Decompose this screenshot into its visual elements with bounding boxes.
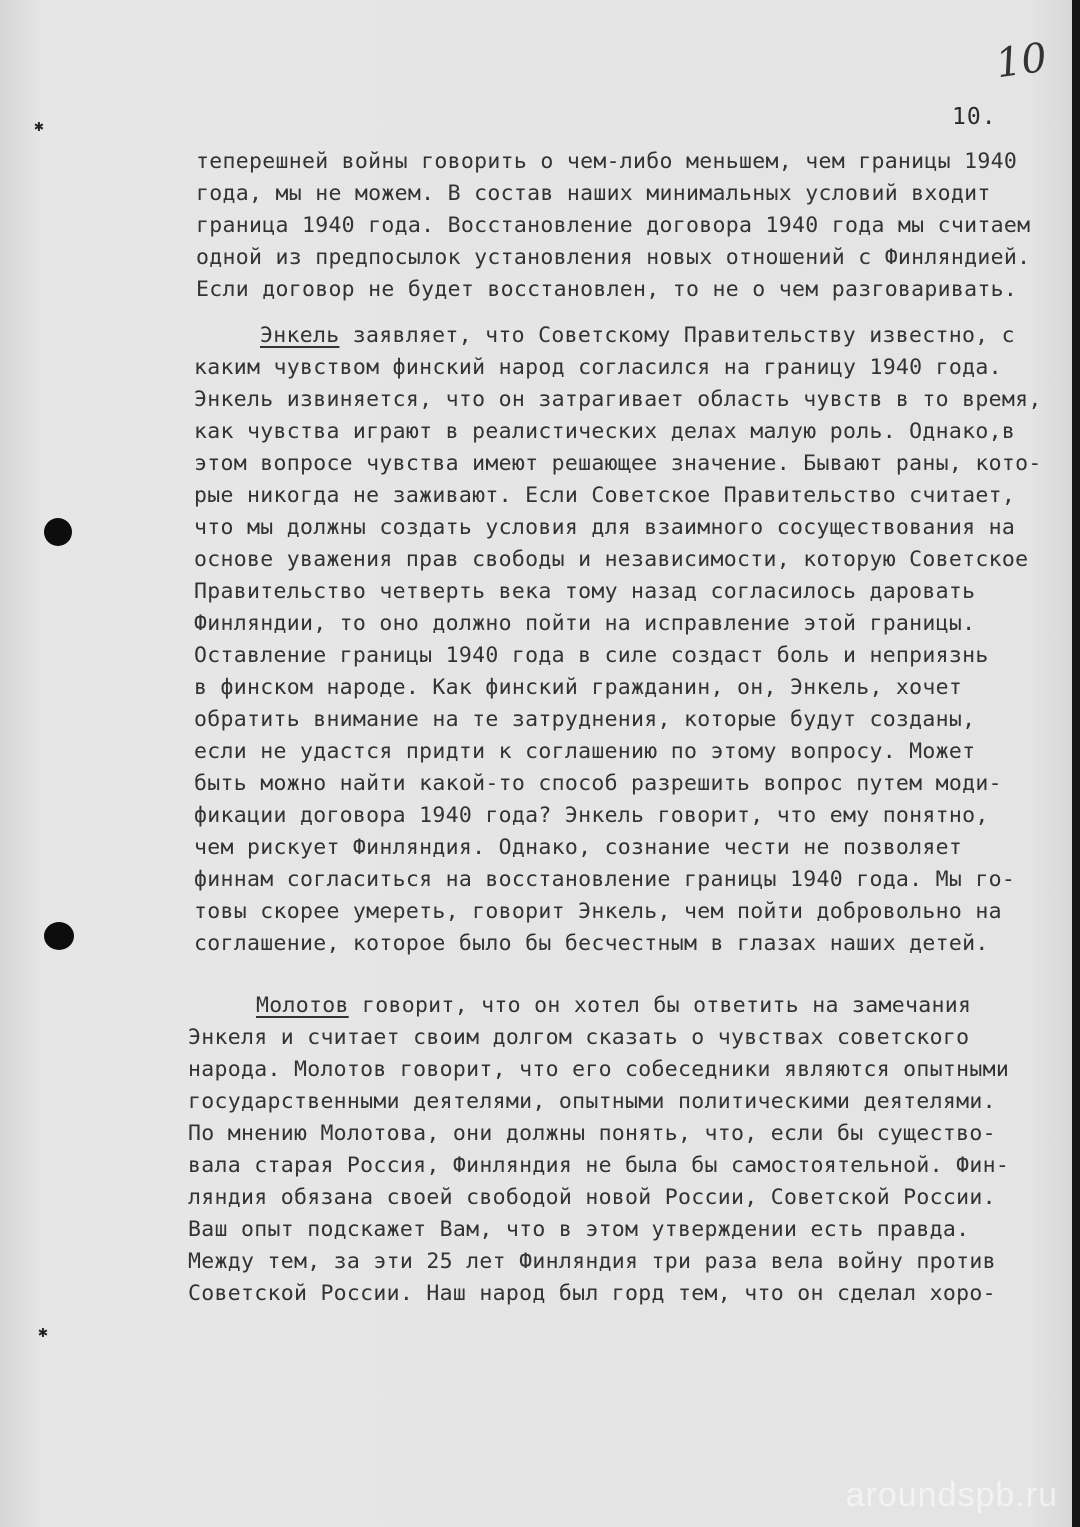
text-line: одной из предпосылок установления новых отношений с Финляндией.: [196, 245, 1031, 270]
text-line: чем рискует Финляндия. Однако, сознание чести не позволяет: [194, 835, 963, 860]
text-line: Между тем, за эти 25 лет Финляндия три раза вела войну против: [188, 1249, 996, 1274]
page-number: 10.: [952, 104, 997, 130]
text-line: этом вопросе чувства имеют решающее значение. Бывают раны, кото-: [194, 451, 1042, 476]
text-line: товы скорее умереть, говорит Энкель, чем пойти добровольно на: [194, 899, 1002, 924]
text-line: вала старая Россия, Финляндия не была бы самостоятельной. Фин-: [188, 1153, 1010, 1178]
text-line: теперешней войны говорить о чем-либо меньшем, чем границы 1940: [196, 149, 1018, 174]
text-line: соглашение, которое было бы бесчестным в глазах наших детей.: [194, 931, 989, 956]
archive-folio-mark: 10: [993, 34, 1050, 88]
text-line: граница 1940 года. Восстановление договора 1940 года мы считаем: [196, 213, 1031, 238]
text-line: если не удастся придти к соглашению по этому вопросу. Может: [194, 739, 976, 764]
speaker-name: Энкель: [260, 323, 340, 348]
punch-hole: [44, 518, 72, 546]
text-line: Финляндии, то оно должно пойти на исправление этой границы.: [194, 611, 976, 636]
text-line: фикации договора 1940 года? Энкель говорит, что ему понятно,: [194, 803, 989, 828]
text-line: Ваш опыт подскажет Вам, что в этом утверждении есть правда.: [188, 1217, 970, 1242]
text-line: каким чувством финский народ согласился на границу 1940 года.: [194, 355, 1002, 380]
watermark: aroundspb.ru: [845, 1476, 1058, 1514]
paragraph-continuation: [196, 146, 1030, 306]
paragraph-molotov: [188, 990, 1009, 1310]
text-line: быть можно найти какой-то способ разрешить вопрос путем моди-: [194, 771, 1002, 796]
text-line: в финском народе. Как финский гражданин, он, Энкель, хочет: [194, 675, 963, 700]
margin-tick-mark: ✱: [38, 1322, 48, 1341]
text-line: Оставление границы 1940 года в силе создаст боль и неприязнь: [194, 643, 989, 668]
text-line: финнам согласиться на восстановление границы 1940 года. Мы го-: [194, 867, 1016, 892]
text-line: Энкель извиняется, что он затрагивает область чувств в то время,: [194, 387, 1042, 412]
text-line: как чувства играют в реалистических делах малую роль. Однако,в: [194, 419, 1016, 444]
speaker-name: Молотов: [256, 993, 349, 1018]
text-line: [194, 320, 1042, 352]
text-fragment: говорит, что он хотел бы ответить на замечания: [348, 993, 972, 1018]
text-line: [188, 990, 1009, 1022]
scan-edge: [1072, 0, 1080, 1527]
text-line: года, мы не можем. В состав наших минимальных условий входит: [196, 181, 991, 206]
text-line: государственными деятелями, опытными политическими деятелями.: [188, 1089, 996, 1114]
text-line: Правительство четверть века тому назад согласилось даровать: [194, 579, 976, 604]
text-line: что мы должны создать условия для взаимного сосуществования на: [194, 515, 1016, 540]
punch-hole: [44, 922, 74, 950]
text-line: народа. Молотов говорит, что его собеседники являются опытными: [188, 1057, 1010, 1082]
margin-tick-mark: ✱: [34, 116, 44, 135]
text-line: Энкеля и считает своим долгом сказать о чувствах советского: [188, 1025, 970, 1050]
text-line: Если договор не будет восстановлен, то не о чем разговаривать.: [196, 277, 1018, 302]
text-line: ляндия обязана своей свободой новой России, Советской России.: [188, 1185, 996, 1210]
text-line: рые никогда не заживают. Если Советское Правительство считает,: [194, 483, 1016, 508]
text-line: основе уважения прав свободы и независимости, которую Советское: [194, 547, 1029, 572]
paragraph-enckell: [194, 320, 1042, 960]
text-line: Советской России. Наш народ был горд тем, что он сделал хоро-: [188, 1281, 996, 1306]
text-line: По мнению Молотова, они должны понять, что, если бы существо-: [188, 1121, 996, 1146]
text-line: обратить внимание на те затруднения, которые будут созданы,: [194, 707, 976, 732]
text-fragment: заявляет, что Советскому Правительству известно, с: [339, 323, 1015, 348]
